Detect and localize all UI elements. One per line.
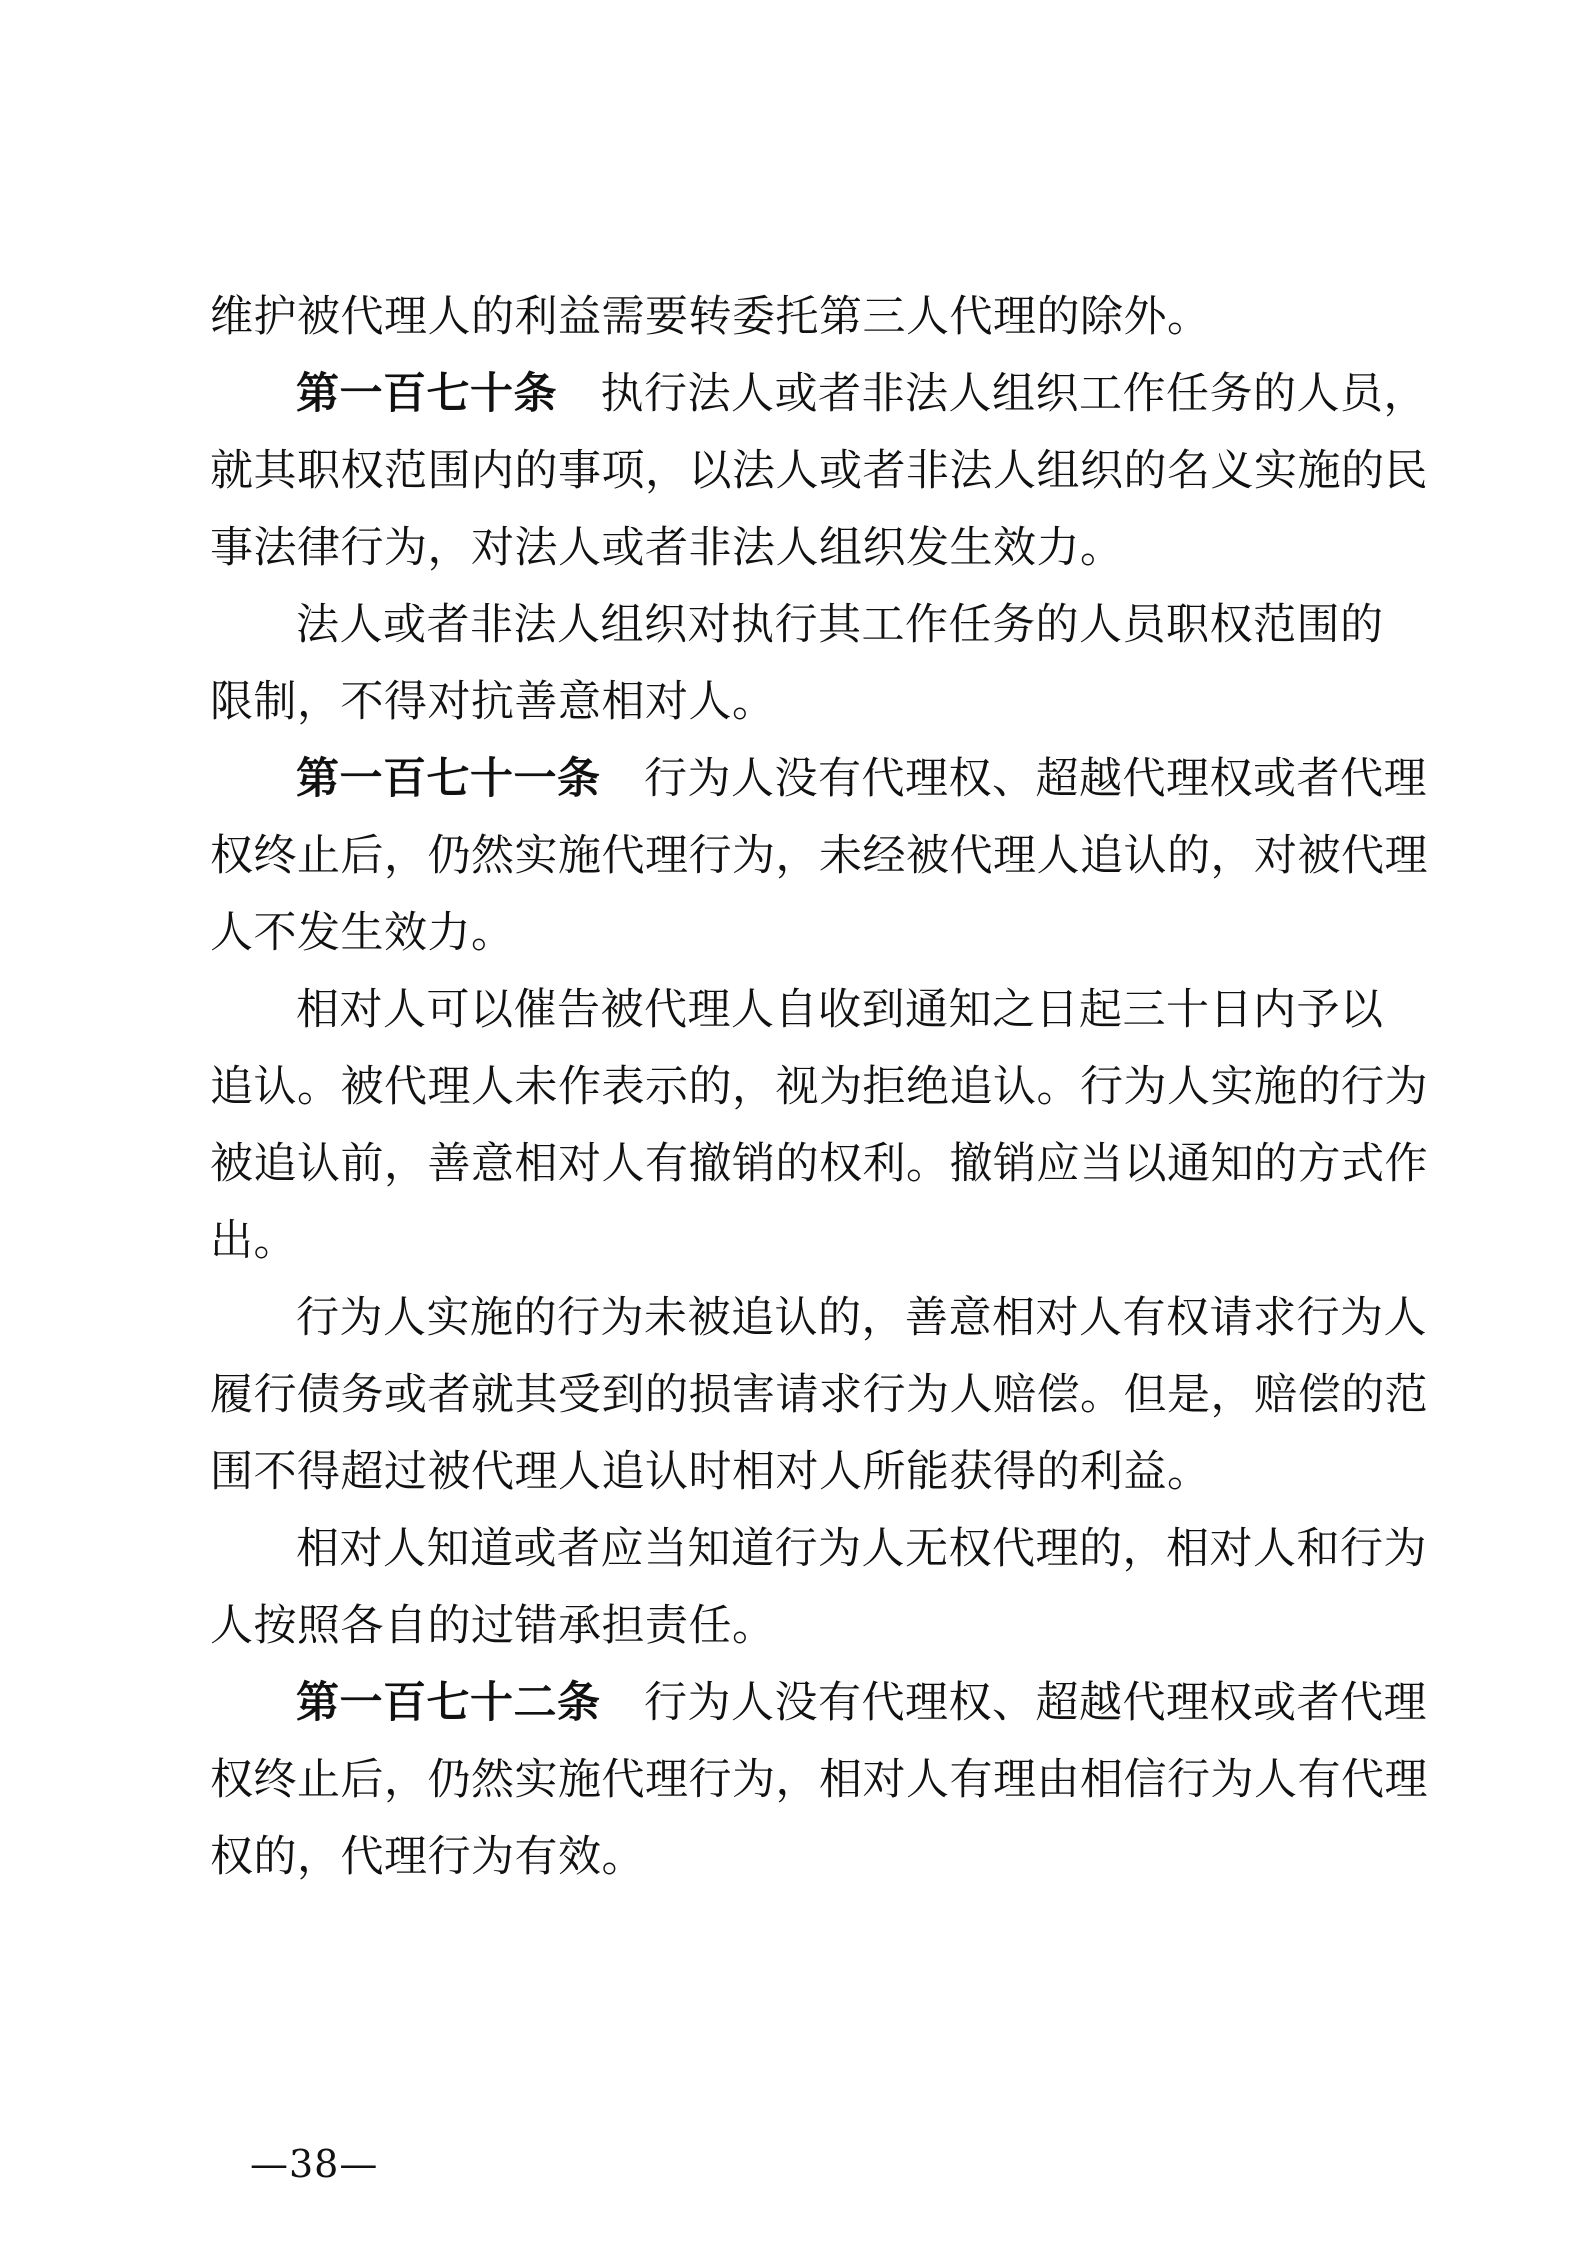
text-line: [210, 741, 1427, 818]
text-line: 相对人可以催告被代理人自收到通知之日起三十日内予以: [296, 985, 1384, 1035]
text-line: 人按照各自的过错承担责任。: [210, 1601, 776, 1651]
text-line: 相对人知道或者应当知道行为人无权代理的，相对人和行为: [296, 1524, 1427, 1574]
text-line: [210, 1665, 1427, 1742]
text-line: 法人或者非法人组织对执行其工作任务的人员职权范围的: [296, 600, 1384, 650]
text-line: 出。: [210, 1216, 297, 1266]
line-text: 执行法人或者非法人组织工作任务的人员，: [557, 369, 1427, 419]
text-line: 被追认前，善意相对人有撤销的权利。撤销应当以通知的方式作: [210, 1139, 1428, 1189]
text-line: 维护被代理人的利益需要转委托第三人代理的除外。: [210, 292, 1211, 342]
article-number: 第一百七十二条: [296, 1678, 601, 1728]
text-line: 权终止后，仍然实施代理行为，相对人有理由相信行为人有代理: [210, 1755, 1428, 1805]
text-line: 履行债务或者就其受到的损害请求行为人赔偿。但是，赔偿的范: [210, 1370, 1428, 1420]
document-body: [210, 279, 1428, 1896]
text-line: 行为人实施的行为未被追认的，善意相对人有权请求行为人: [296, 1293, 1427, 1343]
text-line: 人不发生效力。: [210, 908, 515, 958]
text-line: 就其职权范围内的事项，以法人或者非法人组织的名义实施的民: [210, 446, 1428, 496]
text-line: 围不得超过被代理人追认时相对人所能获得的利益。: [210, 1447, 1211, 1497]
text-line: [210, 356, 1427, 433]
text-line: 限制，不得对抗善意相对人。: [210, 677, 776, 727]
text-line: 追认。被代理人未作表示的，视为拒绝追认。行为人实施的行为: [210, 1062, 1428, 1112]
line-text: 行为人没有代理权、超越代理权或者代理: [600, 754, 1427, 804]
page-number: —38—: [250, 2142, 379, 2186]
text-line: 权的，代理行为有效。: [210, 1832, 645, 1882]
article-number: 第一百七十条: [296, 369, 557, 419]
article-number: 第一百七十一条: [296, 754, 601, 804]
line-text: 行为人没有代理权、超越代理权或者代理: [600, 1678, 1427, 1728]
text-line: 权终止后，仍然实施代理行为，未经被代理人追认的，对被代理: [210, 831, 1428, 881]
text-line: 事法律行为，对法人或者非法人组织发生效力。: [210, 523, 1124, 573]
